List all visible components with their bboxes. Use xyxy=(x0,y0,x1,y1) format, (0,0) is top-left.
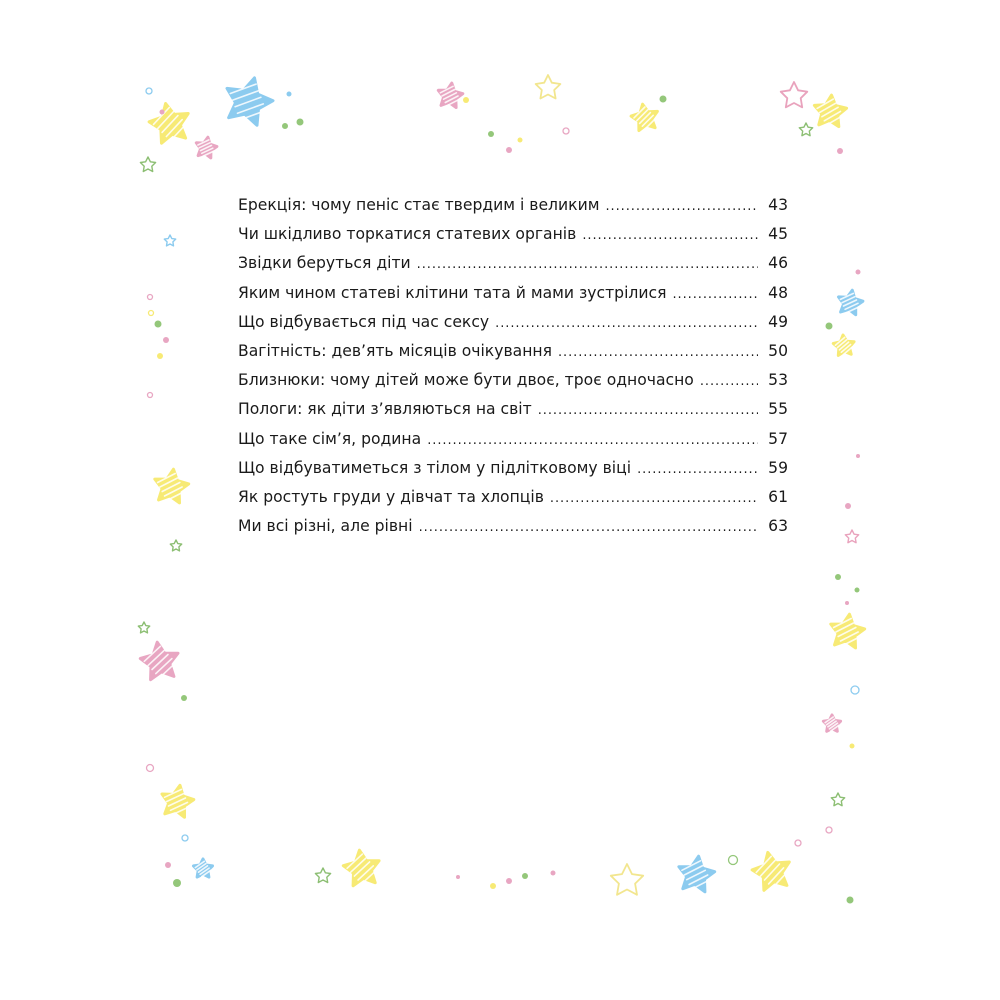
star-outline-icon xyxy=(138,622,149,633)
dot-leader xyxy=(550,491,758,506)
toc-entry[interactable] xyxy=(238,400,788,429)
dot-icon xyxy=(163,337,169,343)
dot-icon xyxy=(157,353,163,359)
dot-icon xyxy=(856,270,861,275)
toc-entry-title: Вагітність: дев’ять місяців очікування xyxy=(238,341,552,360)
dot-icon xyxy=(506,878,512,884)
dot-icon xyxy=(282,123,288,129)
dot-icon xyxy=(855,588,860,593)
toc-entry[interactable] xyxy=(238,196,788,225)
dot-leader xyxy=(558,345,758,360)
ring-icon xyxy=(563,128,569,134)
toc-entry[interactable] xyxy=(238,488,788,517)
ring-icon xyxy=(148,393,153,398)
dot-icon xyxy=(850,744,855,749)
toc-entry[interactable] xyxy=(238,284,788,313)
dot-icon xyxy=(456,875,460,879)
dot-icon xyxy=(297,119,304,126)
dot-leader xyxy=(495,316,758,331)
toc-entry-page: 53 xyxy=(768,371,788,390)
toc-entry[interactable] xyxy=(238,459,788,488)
dot-icon xyxy=(165,862,171,868)
dot-icon xyxy=(155,321,162,328)
dot-icon xyxy=(490,883,496,889)
star-icon xyxy=(833,335,854,355)
table-of-contents xyxy=(238,196,788,546)
toc-entry-title: Звідки беруться діти xyxy=(238,254,411,273)
toc-entry-title: Пологи: як діти з’являються на світ xyxy=(238,400,532,419)
dot-icon xyxy=(506,147,512,153)
star-icon xyxy=(227,78,273,125)
star-outline-icon xyxy=(845,530,858,543)
dot-icon xyxy=(837,148,843,154)
dot-icon xyxy=(522,873,528,879)
toc-entry-page: 59 xyxy=(768,458,788,477)
star-icon xyxy=(343,850,379,886)
star-icon xyxy=(438,83,463,107)
toc-entry-title: Що відбувається під час сексу xyxy=(238,312,490,331)
star-icon xyxy=(831,614,865,648)
toc-entry[interactable] xyxy=(238,430,788,459)
toc-entry-page: 49 xyxy=(768,312,788,331)
star-icon xyxy=(752,852,789,890)
ring-icon xyxy=(795,840,801,846)
star-icon xyxy=(194,859,213,877)
toc-entry-title: Ерекція: чому пеніс стає твердим і великим xyxy=(238,196,600,214)
dot-icon xyxy=(518,138,523,143)
dot-leader xyxy=(605,199,758,214)
star-outline-icon xyxy=(536,75,561,99)
dot-leader xyxy=(672,287,758,302)
toc-entry[interactable] xyxy=(238,342,788,371)
toc-entry-page: 43 xyxy=(768,196,788,214)
star-icon xyxy=(679,856,715,892)
dot-icon xyxy=(826,323,833,330)
star-icon xyxy=(155,469,189,503)
dot-icon xyxy=(488,131,494,137)
star-outline-icon xyxy=(315,868,330,883)
toc-entry-page: 45 xyxy=(768,225,788,244)
dot-icon xyxy=(835,574,841,580)
ring-icon xyxy=(826,827,832,833)
dot-icon xyxy=(551,871,556,876)
star-icon xyxy=(839,290,863,315)
star-outline-icon xyxy=(799,123,812,136)
dot-leader xyxy=(582,228,758,243)
dot-leader xyxy=(538,403,758,418)
ring-icon xyxy=(729,856,738,865)
dot-icon xyxy=(287,92,292,97)
ring-icon xyxy=(148,295,153,300)
dot-icon xyxy=(463,97,469,103)
toc-entry-title: Близнюки: чому дітей може бути двоє, троє одночасно xyxy=(238,371,694,390)
toc-entry[interactable] xyxy=(238,371,788,400)
toc-entry-page: 46 xyxy=(768,254,788,273)
toc-entry[interactable] xyxy=(238,517,788,546)
dot-icon xyxy=(160,110,165,115)
toc-entry-title: Як ростуть груди у дівчат та хлопців xyxy=(238,487,544,506)
dot-icon xyxy=(173,879,181,887)
star-icon xyxy=(631,104,657,130)
star-outline-icon xyxy=(831,793,844,806)
dot-icon xyxy=(845,601,849,605)
ring-icon xyxy=(147,765,154,772)
star-outline-icon xyxy=(164,235,175,246)
dot-leader xyxy=(700,374,758,389)
toc-entry-title: Що відбуватиметься з тілом у підлітковому віці xyxy=(238,458,632,477)
star-icon xyxy=(196,137,217,158)
toc-entry-page: 57 xyxy=(768,429,788,448)
star-icon xyxy=(162,785,194,817)
dot-icon xyxy=(660,96,667,103)
toc-entry-title: Чи шкідливо торкатися статевих органів xyxy=(238,225,577,244)
toc-entry-page: 48 xyxy=(768,283,788,302)
toc-entry[interactable] xyxy=(238,225,788,254)
star-outline-icon xyxy=(140,157,155,172)
toc-entry-page: 63 xyxy=(768,517,788,536)
ring-icon xyxy=(146,88,152,94)
dot-icon xyxy=(856,454,860,458)
ring-icon xyxy=(149,311,154,316)
star-icon xyxy=(149,104,188,144)
ring-icon xyxy=(851,686,859,694)
dot-leader xyxy=(427,433,758,448)
toc-entry-page: 55 xyxy=(768,400,788,419)
dot-leader xyxy=(637,462,758,477)
toc-entry[interactable] xyxy=(238,254,788,283)
dot-leader xyxy=(419,520,758,535)
star-icon xyxy=(823,715,840,731)
toc-entry-page: 50 xyxy=(768,341,788,360)
dot-icon xyxy=(847,897,854,904)
star-outline-icon xyxy=(611,864,643,895)
toc-entry-title: Ми всі різні, але рівні xyxy=(238,517,413,536)
star-icon xyxy=(814,95,846,127)
star-outline-icon xyxy=(170,540,181,551)
toc-entry-page: 61 xyxy=(768,487,788,506)
star-icon xyxy=(140,642,178,680)
toc-entry-title: Що таке сім’я, родина xyxy=(238,429,422,448)
dot-icon xyxy=(845,503,851,509)
dot-leader xyxy=(417,257,758,272)
toc-entry[interactable] xyxy=(238,313,788,342)
ring-icon xyxy=(182,835,188,841)
dot-icon xyxy=(181,695,187,701)
star-outline-icon xyxy=(781,82,808,107)
toc-entry-title: Яким чином статеві клітини тата й мами зустрілися xyxy=(238,283,667,302)
